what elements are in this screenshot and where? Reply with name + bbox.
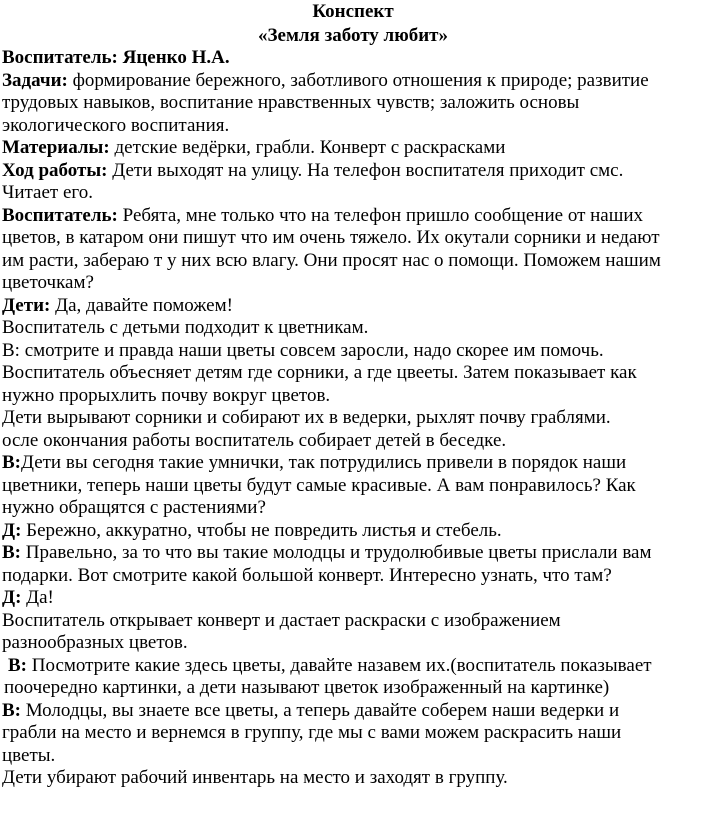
children-reply-3-text: Да!: [21, 587, 54, 608]
teacher-speech-2-line-3: нужно обращятся с растениями?: [2, 497, 266, 518]
children-reply-2: [2, 520, 704, 543]
materials-line: [2, 137, 704, 160]
tasks-label: Задачи:: [2, 69, 68, 91]
teacher-speech-line-3: им расти, забераю т у них всю влагу. Они просят нас о помощи. Поможем нашим: [2, 249, 661, 271]
teacher-speech-4-line-2: поочередно картинки, а дети называют цветок изображенный на картинке): [4, 677, 610, 698]
teacher-speech-5-line-3: цветы.: [2, 744, 56, 766]
narration-5-line-1: Воспитатель открывает конверт и дастает раскраски с изображением: [2, 609, 561, 631]
course-label: Ход работы:: [2, 159, 108, 181]
teacher-speech-4-line-1: Посмотрите какие здесь цветы, давайте назавем их.(воспитатель показывает: [27, 654, 652, 676]
tasks-line-3: экологического воспитания.: [2, 114, 230, 136]
tasks-paragraph: [2, 70, 704, 138]
teacher-speech-3-line-1: Правельно, за то что вы такие молодцы и трудолюбивые цветы прислали вам: [21, 542, 652, 563]
narration-3: Дети вырывают сорники и собирают их в ведерки, рыхлят почву граблями.: [2, 407, 611, 428]
course-line-2: Читает его.: [2, 182, 93, 203]
teacher-name: Яценко Н.А.: [122, 47, 230, 68]
teacher-speech-4: [2, 655, 704, 700]
children-reply-3: [2, 587, 704, 610]
teacher-speech-2: [2, 452, 704, 520]
teacher-speech-2-label: В:: [2, 452, 21, 473]
materials-label: Материалы:: [2, 137, 110, 158]
children-reply-3-label: Д:: [2, 587, 22, 608]
teacher-speech-5: [2, 700, 704, 768]
children-label: Дети:: [2, 294, 51, 316]
teacher-speech-3: [2, 542, 704, 587]
narration-2-line-2: нужно прорыхлить почву вокруг цветов.: [2, 384, 331, 406]
teacher-line: [2, 47, 704, 70]
document-title: Конспект: [312, 1, 394, 22]
materials-text: детские ведёрки, грабли. Конверт с раскрасками: [109, 137, 506, 158]
narration-4: осле окончания работы воспитатель собирает детей в беседке.: [2, 429, 507, 451]
children-reply-text: Да, давайте поможем!: [50, 294, 233, 316]
children-reply-2-text: Бережно, аккуратно, чтобы не повредить листья и стебель.: [21, 519, 502, 541]
document-page: [0, 1, 704, 820]
teacher-remark-1: В: смотрите и правда наши цветы совсем заросли, надо скорее им помочь.: [2, 339, 604, 361]
teacher-speech-5-line-1: Молодцы, вы знаете все цветы, а теперь давайте соберем наши ведерки и: [21, 699, 620, 721]
children-reply-2-label: Д:: [2, 519, 22, 541]
narration-2: [2, 362, 704, 407]
course-line-1: Дети выходят на улицу. На телефон воспитателя приходит смс.: [107, 159, 624, 181]
teacher-speech-label: Воспитатель:: [2, 204, 118, 226]
teacher-speech-line-2: цветов, в катаром они пишут что им очень тяжело. Их окутали сорники и недают: [2, 227, 660, 248]
document-subtitle: «Земля заботу любит»: [257, 24, 449, 46]
narration-6: Дети убирают рабочий инвентарь на место и заходят в группу.: [2, 767, 508, 788]
tasks-line-2: трудовых навыков, воспитание нравственных чувств; заложить основы: [2, 92, 580, 113]
teacher-label: Воспитатель:: [2, 47, 118, 68]
tasks-line-1: формирование бережного, заботливого отношения к природе; развитие: [67, 69, 649, 91]
narration-1: Воспитатель с детьми подходит к цветникам.: [2, 317, 369, 338]
narration-2-line-1: Воспитатель объесняет детям где сорники, а где цвееты. Затем показывает как: [2, 362, 637, 383]
teacher-speech-1: [2, 205, 704, 295]
teacher-speech-5-label: В:: [2, 699, 21, 721]
teacher-speech-line-1: Ребята, мне только что на телефон пришло сообщение от наших: [117, 204, 644, 226]
teacher-speech-4-label: В:: [8, 654, 27, 676]
teacher-speech-3-label: В:: [2, 542, 21, 563]
teacher-speech-2-line-1: Дети вы сегодня такие умнички, так потрудились привели в порядок наши: [21, 452, 627, 473]
course-paragraph: [2, 160, 704, 205]
narration-5-line-2: разнообразных цветов.: [2, 632, 188, 653]
children-reply-1: [2, 295, 704, 318]
teacher-speech-2-line-2: цветники, теперь наши цветы будут самые красивые. А вам понравилось? Как: [2, 474, 636, 496]
teacher-speech-3-line-2: подарки. Вот смотрите какой большой конверт. Интересно узнать, что там?: [2, 564, 612, 586]
teacher-speech-5-line-2: грабли на место и вернемся в группу, где мы с вами можем раскрасить наши: [2, 722, 622, 743]
teacher-speech-line-4: цветочкам?: [2, 272, 94, 293]
narration-5: [2, 610, 704, 655]
